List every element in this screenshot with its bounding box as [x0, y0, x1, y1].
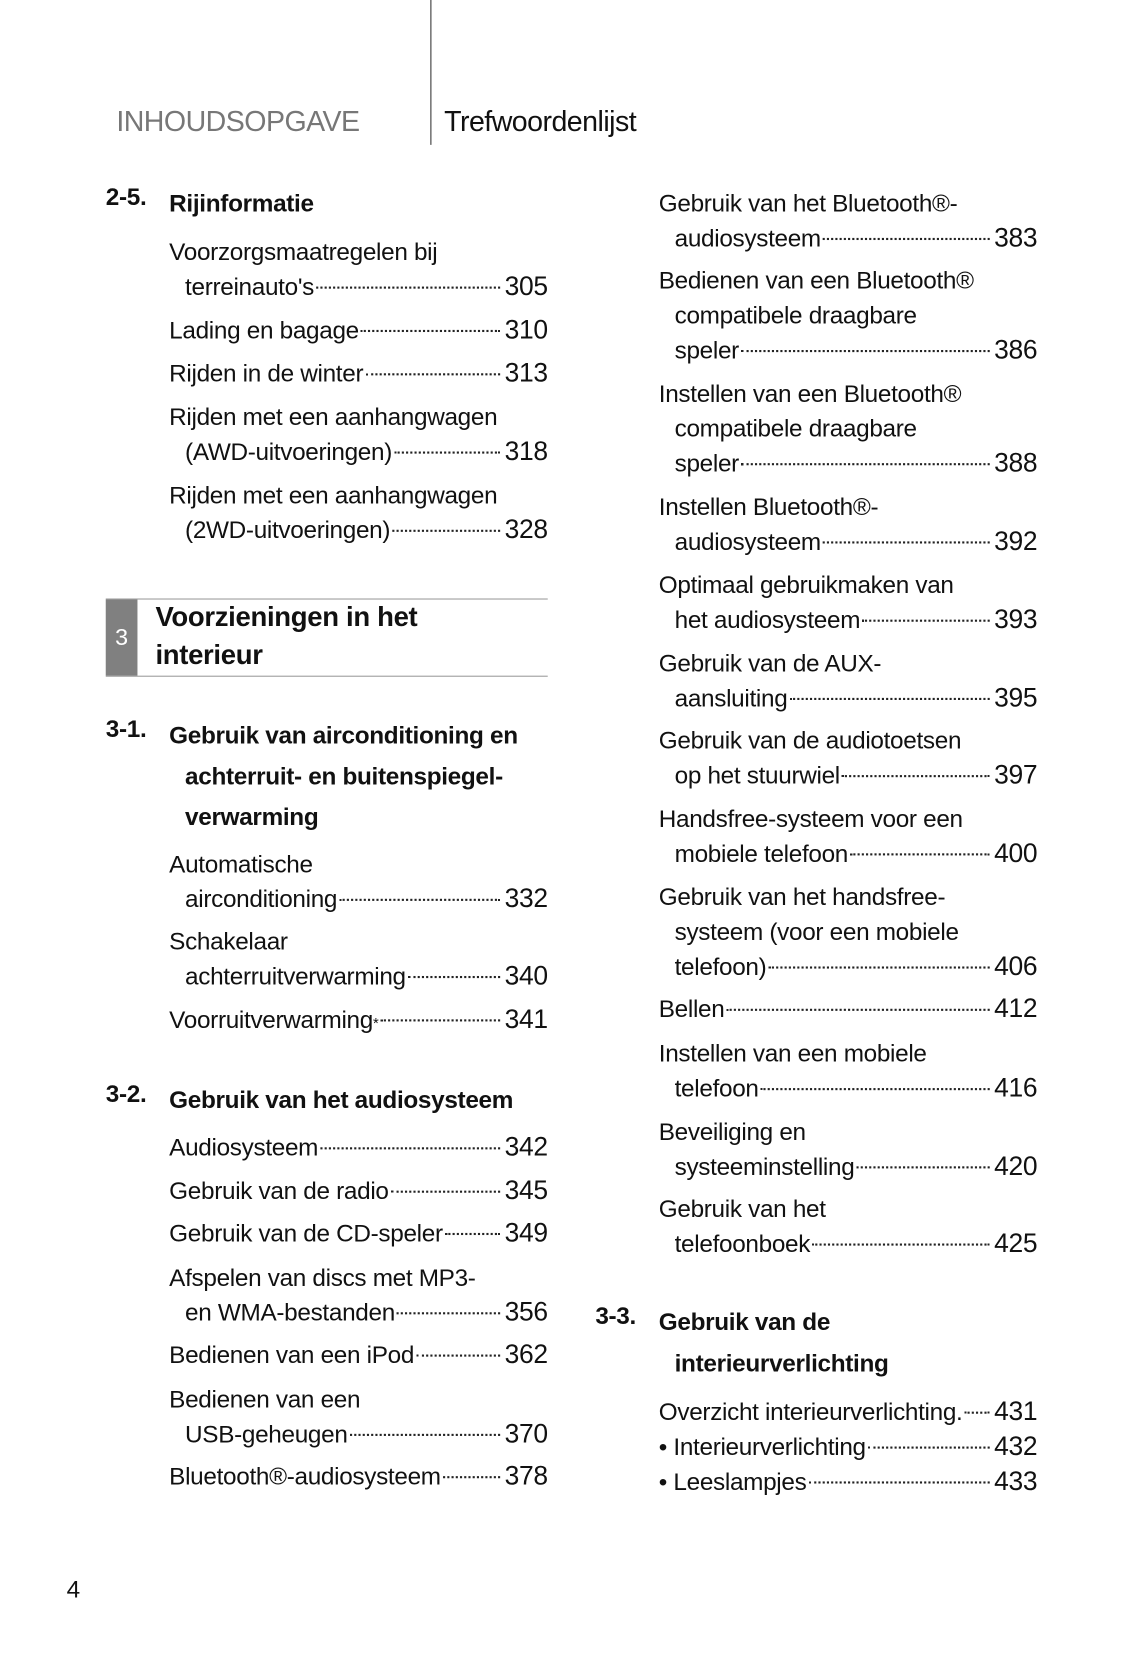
- entry-last-line: [659, 1464, 1038, 1499]
- entry-title-line: telefoon: [674, 1073, 759, 1102]
- entry-title-line: Gebruik van het Bluetooth®-: [658, 188, 958, 217]
- toc-entry[interactable]: [659, 263, 1038, 368]
- entry-title-line: Gebruik van de AUX-: [658, 648, 882, 677]
- toc-entry[interactable]: [169, 846, 548, 916]
- toc-entry[interactable]: [659, 489, 1038, 559]
- entry-page-number[interactable]: 318: [504, 436, 548, 466]
- section-heading-number: 3-1.: [105, 714, 147, 743]
- entry-last-line: [659, 1429, 1038, 1464]
- entry-page-number[interactable]: 406: [994, 951, 1038, 981]
- dot-leader: [381, 1019, 501, 1021]
- entry-title-line: mobiele telefoon: [674, 839, 849, 867]
- toc-entry[interactable]: [659, 646, 1038, 716]
- toc-entry[interactable]: [169, 1337, 548, 1372]
- entry-page-number[interactable]: 342: [504, 1131, 548, 1162]
- entry-title-line: Gebruik van de radio: [169, 1176, 389, 1204]
- entry-last-line: [169, 269, 548, 304]
- entry-page-number[interactable]: 392: [994, 526, 1038, 556]
- entry-last-line: [169, 1130, 548, 1165]
- toc-entry[interactable]: [659, 801, 1038, 871]
- section-heading-line: verwarming: [185, 802, 319, 831]
- dot-leader: [850, 853, 990, 855]
- dot-leader: [862, 619, 990, 621]
- entry-page-number[interactable]: 378: [504, 1460, 548, 1491]
- section-title-line: Voorzieningen in het: [155, 600, 418, 633]
- dot-leader: [790, 697, 990, 699]
- entry-title-line: telefoon): [674, 952, 767, 980]
- toc-entry[interactable]: [659, 879, 1038, 984]
- toc-entry[interactable]: [169, 477, 548, 547]
- dot-leader: [761, 1088, 990, 1090]
- entry-title-line: audiosysteem: [674, 527, 821, 555]
- section-heading-number: 3-2.: [105, 1079, 147, 1108]
- entry-title-line: audiosysteem: [674, 223, 821, 252]
- entry-title-line: compatibele draagbare: [674, 413, 917, 442]
- entry-last-line: [659, 1149, 1038, 1184]
- toc-entry[interactable]: [169, 399, 548, 469]
- entry-title-line: • Interieurverlichting: [658, 1432, 866, 1460]
- entry-page-number[interactable]: 332: [504, 883, 548, 914]
- dot-leader: [320, 1147, 500, 1149]
- entry-page-number[interactable]: 431: [994, 1396, 1038, 1426]
- dot-leader: [769, 966, 990, 968]
- entry-title-line: USB-geheugen: [185, 1419, 348, 1448]
- entry-title-line: Afspelen van discs met MP3-: [169, 1263, 476, 1291]
- toc-entry[interactable]: [659, 1394, 1038, 1429]
- section-heading-line: Rijinformatie: [169, 189, 314, 217]
- toc-section-heading[interactable]: [106, 715, 518, 837]
- section-heading-line: Gebruik van airconditioning en: [169, 721, 518, 749]
- tab-inhoudsopgave[interactable]: INHOUDSOPGAVE: [116, 105, 360, 138]
- toc-section-heading[interactable]: [106, 1080, 513, 1121]
- entry-page-number[interactable]: 412: [994, 993, 1038, 1024]
- section-heading-line: Gebruik van de: [658, 1308, 831, 1336]
- entry-page-number[interactable]: 370: [504, 1418, 548, 1449]
- toc-section-heading[interactable]: [595, 1302, 888, 1383]
- entry-last-line: [169, 312, 548, 347]
- entry-title-line: Bluetooth®-audiosysteem: [169, 1461, 441, 1490]
- toc-entry[interactable]: [659, 1036, 1038, 1106]
- entry-title-line: het audiosysteem: [674, 605, 861, 633]
- entry-last-line: [169, 1215, 548, 1250]
- dot-leader: [339, 898, 500, 900]
- entry-title-line: Gebruik van het: [658, 1194, 826, 1222]
- entry-title-line: speler: [674, 448, 739, 477]
- section-heading-line: Gebruik van het audiosysteem: [169, 1085, 514, 1114]
- entry-last-line: [659, 333, 1038, 368]
- entry-title-line: compatibele draagbare: [674, 300, 917, 329]
- entry-title-line: Optimaal gebruikmaken van: [658, 570, 954, 598]
- entry-last-line: [659, 602, 1038, 637]
- toc-entry[interactable]: [659, 1429, 1038, 1464]
- entry-last-line: [169, 1459, 548, 1494]
- entry-last-line: [659, 1071, 1038, 1106]
- entry-page-number[interactable]: 432: [994, 1431, 1038, 1461]
- section-title-line: interieur: [155, 638, 263, 671]
- section-heading-number: 3-3.: [595, 1301, 636, 1330]
- entry-title-line: Instellen van een Bluetooth®: [658, 379, 962, 407]
- entry-page-number[interactable]: 400: [994, 837, 1038, 868]
- dot-leader: [394, 451, 500, 453]
- entry-title-line: Voorzorgsmaatregelen bij: [169, 237, 438, 265]
- entry-title-line: Instellen Bluetooth®-: [658, 492, 879, 520]
- section-heading-line: interieurverlichting: [674, 1348, 889, 1377]
- entry-page-number[interactable]: 425: [994, 1228, 1038, 1258]
- toc-entry[interactable]: [169, 1002, 548, 1037]
- entry-last-line: [169, 434, 548, 469]
- section-heading-number: 2-5.: [105, 182, 147, 211]
- entry-title-line: systeem (voor een mobiele: [674, 917, 959, 945]
- entry-title-line: Bedienen van een iPod: [169, 1340, 415, 1368]
- entry-page-number[interactable]: 356: [504, 1296, 548, 1327]
- entry-title-line: Lading en bagage: [169, 315, 359, 344]
- dot-leader: [391, 1190, 501, 1192]
- entry-title-line: op het stuurwiel: [674, 760, 840, 789]
- dot-leader: [397, 1312, 500, 1314]
- entry-title-line: Voorruitverwarming: [169, 1005, 373, 1033]
- entry-last-line: [169, 1416, 548, 1451]
- entry-title-line: Overzicht interieurverlichting.: [658, 1397, 963, 1425]
- entry-last-line: [659, 446, 1038, 481]
- entry-last-line: [659, 524, 1038, 559]
- entry-title-line: • Leeslampjes: [658, 1467, 807, 1495]
- dot-leader: [408, 975, 500, 977]
- toc-entry[interactable]: [169, 1173, 548, 1208]
- entry-last-line: [169, 1002, 548, 1037]
- entry-title-line: speler: [674, 335, 739, 364]
- entry-title-line: Gebruik van de audiotoetsen: [658, 725, 962, 754]
- entry-last-line: [659, 949, 1038, 984]
- entry-last-line: [169, 512, 548, 547]
- entry-title-line: aansluiting: [674, 683, 788, 712]
- entry-last-line: [659, 1394, 1038, 1429]
- section-heading-line: achterruit- en buitenspiegel-: [185, 761, 503, 790]
- tab-trefwoordenlijst[interactable]: Trefwoordenlijst: [444, 105, 637, 138]
- toc-entry[interactable]: [659, 186, 1038, 256]
- entry-title-line: Automatische: [169, 849, 313, 878]
- entry-last-line: [659, 1226, 1038, 1261]
- entry-page-number[interactable]: 383: [994, 222, 1038, 253]
- entry-last-line: [659, 836, 1038, 871]
- toc-entry[interactable]: [659, 991, 1038, 1026]
- entry-page-number[interactable]: 393: [994, 604, 1038, 634]
- entry-page-number[interactable]: 362: [504, 1339, 548, 1369]
- toc-section-heading[interactable]: [106, 183, 314, 224]
- dot-leader: [361, 329, 500, 331]
- entry-title-line: Instellen van een mobiele: [658, 1038, 927, 1067]
- entry-title-line: Gebruik van de CD-speler: [169, 1218, 443, 1247]
- toc-entry[interactable]: [169, 1459, 548, 1494]
- dot-leader: [965, 1411, 990, 1413]
- dot-leader: [741, 463, 990, 465]
- dot-leader: [842, 775, 990, 777]
- section-title: [155, 597, 417, 673]
- entry-title-line: Handsfree-systeem voor een: [658, 804, 963, 832]
- dot-leader: [443, 1476, 500, 1478]
- toc-entry[interactable]: [169, 234, 548, 304]
- entry-last-line: [659, 680, 1038, 715]
- toc-entry[interactable]: [169, 1381, 548, 1451]
- entry-title-line: (AWD-uitvoeringen): [185, 437, 392, 465]
- toc-entry[interactable]: [169, 1260, 548, 1330]
- dot-leader: [741, 349, 990, 351]
- dot-leader: [365, 373, 500, 375]
- toc-entry[interactable]: [169, 1215, 548, 1250]
- entry-last-line: [169, 881, 548, 916]
- entry-title-line: Rijden in de winter: [169, 358, 364, 387]
- dot-leader: [316, 286, 500, 288]
- dot-leader: [823, 541, 990, 543]
- entry-page-number[interactable]: 397: [994, 759, 1038, 790]
- entry-page-number[interactable]: 416: [994, 1072, 1038, 1103]
- entry-last-line: [169, 959, 548, 994]
- entry-title-line: Bedienen van een Bluetooth®: [658, 265, 974, 294]
- entry-last-line: [659, 991, 1038, 1026]
- section-header: [106, 598, 548, 676]
- dot-leader: [445, 1232, 500, 1234]
- entry-last-line: [659, 758, 1038, 793]
- entry-title-line: Bellen: [658, 994, 725, 1022]
- dot-leader: [392, 529, 500, 531]
- entry-page-number[interactable]: 345: [504, 1175, 548, 1205]
- toc-entry[interactable]: [659, 1464, 1038, 1499]
- header-divider: [430, 0, 431, 145]
- entry-page-number[interactable]: 420: [994, 1150, 1038, 1181]
- footnote-marker: *: [372, 1013, 379, 1031]
- section-number: 3: [106, 600, 138, 676]
- dot-leader: [350, 1433, 501, 1435]
- entry-title-line: Bedienen van een: [169, 1384, 361, 1413]
- toc-entry[interactable]: [659, 1114, 1038, 1184]
- entry-title-line: systeeminstelling: [674, 1152, 855, 1180]
- entry-last-line: [169, 1173, 548, 1208]
- entry-page-number[interactable]: 310: [504, 314, 548, 345]
- entry-title-line: en WMA-bestanden: [185, 1297, 395, 1326]
- entry-last-line: [659, 220, 1038, 255]
- toc-entry[interactable]: [659, 567, 1038, 637]
- toc-entry[interactable]: [169, 924, 548, 994]
- dot-leader: [416, 1354, 500, 1356]
- entry-last-line: [169, 356, 548, 391]
- entry-title-line: terreinauto's: [185, 272, 314, 300]
- toc-entry[interactable]: [169, 1130, 548, 1165]
- entry-last-line: [169, 1337, 548, 1372]
- entry-title-line: Gebruik van het handsfree-: [658, 882, 946, 910]
- toc-entry[interactable]: [169, 356, 548, 391]
- page-number: 4: [66, 1575, 81, 1604]
- entry-last-line: [169, 1295, 548, 1330]
- entry-page-number[interactable]: 386: [994, 334, 1038, 365]
- entry-title-line: achterruitverwarming: [185, 961, 406, 990]
- entry-page-number[interactable]: 388: [994, 447, 1038, 478]
- entry-page-number[interactable]: 305: [504, 271, 548, 301]
- entry-title-line: airconditioning: [185, 884, 338, 913]
- toc-entry[interactable]: [659, 1191, 1038, 1261]
- entry-page-number[interactable]: 313: [504, 357, 548, 388]
- entry-title-line: Beveiliging en: [658, 1117, 806, 1145]
- dot-leader: [857, 1166, 990, 1168]
- entry-title-line: telefoonboek: [674, 1229, 811, 1257]
- entry-title-line: Rijden met een aanhangwagen: [169, 402, 498, 430]
- entry-title-line: (2WD-uitvoeringen): [185, 515, 391, 543]
- dot-leader: [727, 1008, 990, 1010]
- entry-page-number[interactable]: 395: [994, 682, 1038, 713]
- dot-leader: [868, 1446, 990, 1448]
- toc-entry[interactable]: [659, 723, 1038, 793]
- dot-leader: [812, 1243, 990, 1245]
- entry-title-line: Schakelaar: [169, 926, 288, 955]
- entry-page-number[interactable]: 328: [504, 514, 548, 545]
- entry-page-number[interactable]: 340: [504, 960, 548, 991]
- entry-title-line: Audiosysteem: [169, 1133, 319, 1161]
- entry-page-number[interactable]: 433: [994, 1466, 1038, 1496]
- toc-entry[interactable]: [169, 312, 548, 347]
- entry-page-number[interactable]: 341: [504, 1004, 548, 1034]
- entry-title-line: Rijden met een aanhangwagen: [169, 480, 498, 509]
- dot-leader: [823, 237, 990, 239]
- toc-entry[interactable]: [659, 376, 1038, 481]
- entry-page-number[interactable]: 349: [504, 1217, 548, 1248]
- dot-leader: [809, 1481, 990, 1483]
